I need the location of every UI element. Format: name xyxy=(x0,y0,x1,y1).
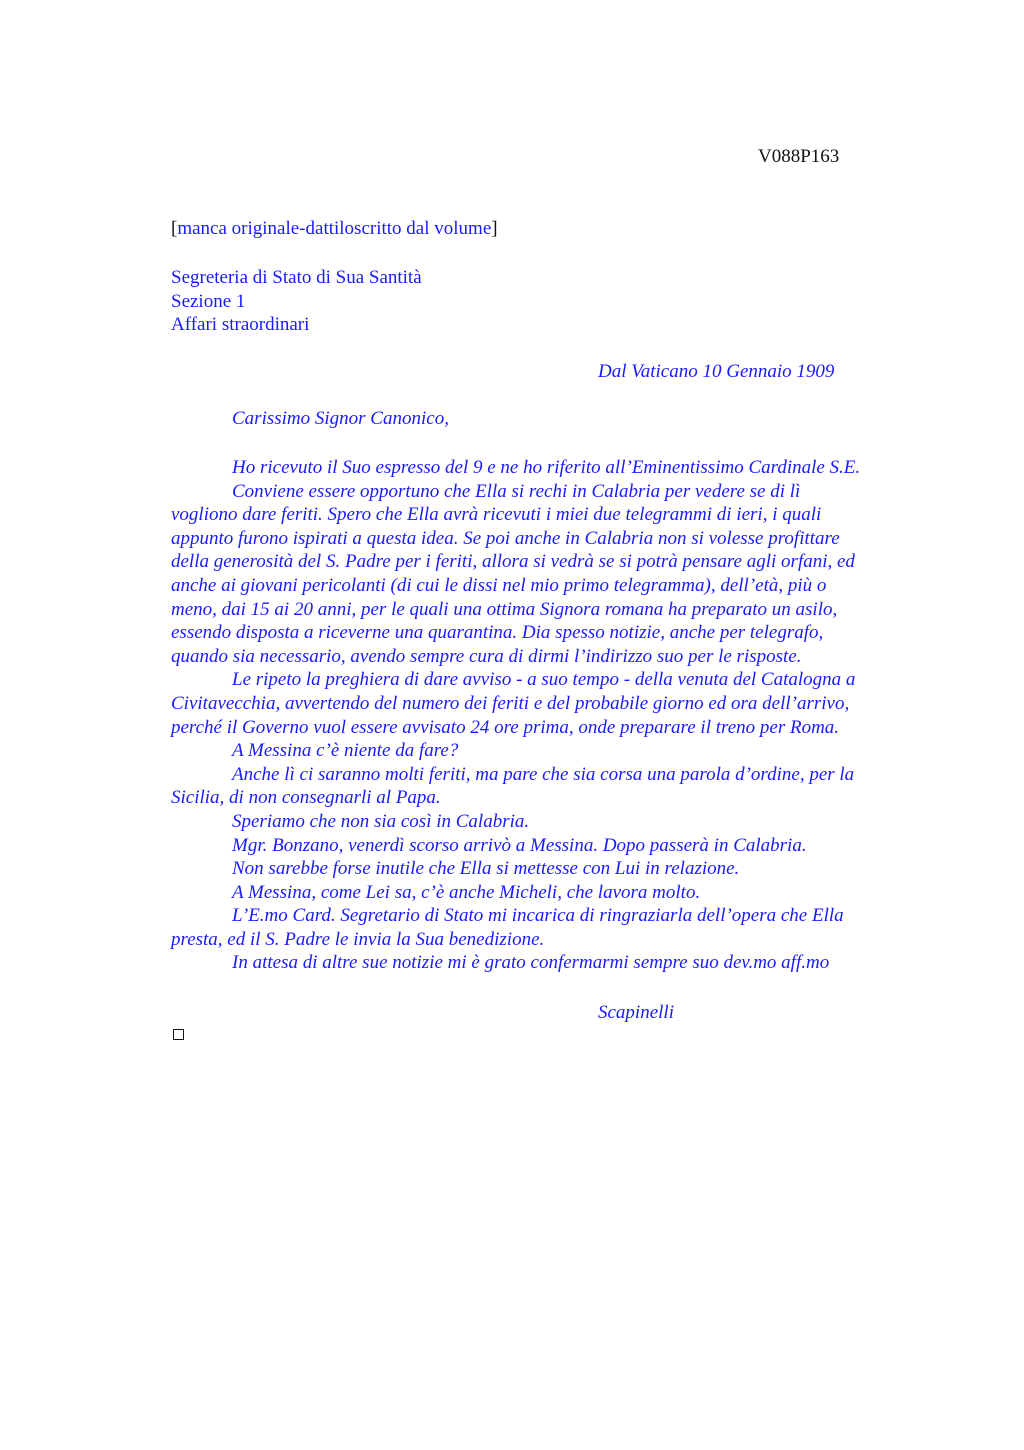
letterhead-line: Sezione 1 xyxy=(171,290,246,312)
letterhead-line: Affari straordinari xyxy=(171,314,310,335)
note-close-bracket: ] xyxy=(491,218,498,239)
letter-body xyxy=(171,456,931,975)
paragraph: A Messina, come Lei sa, c’è anche Micheli, che lavora molto. xyxy=(232,881,701,903)
paragraph: In attesa di altre sue notizie mi è grato confermarmi sempre suo dev.mo aff.mo xyxy=(232,952,830,974)
paragraph: Mgr. Bonzano, venerdì scorso arrivò a Messina. Dopo passerà in Calabria. xyxy=(232,834,807,856)
note-open-bracket: [ xyxy=(171,218,178,239)
paragraph: Non sarebbe forse inutile che Ella si mettesse con Lui in relazione. xyxy=(232,858,740,880)
date-line: Dal Vaticano 10 Gennaio 1909 xyxy=(598,361,835,382)
letterhead-line: Segreteria di Stato di Sua Santità xyxy=(171,267,422,288)
paragraph: Speriamo che non sia così in Calabria. xyxy=(232,810,530,832)
paragraph: Anche lì ci saranno molti feriti, ma pare che sia corsa una parola d’ordine, per la Sicilia, di non consegnarli al Papa. xyxy=(171,763,855,809)
paragraph: Ho ricevuto il Suo espresso del 9 e ne ho riferito all’Eminentissimo Cardinale S.E. xyxy=(232,457,861,478)
source-note xyxy=(171,218,498,240)
salutation: Carissimo Signor Canonico, xyxy=(232,408,449,429)
paragraph: L’E.mo Card. Segretario di Stato mi incarica di ringraziarla dell’opera che Ella presta, ed il S. Padre le invia la Sua benedizione. xyxy=(171,905,844,950)
paragraph: Conviene essere opportuno che Ella si rechi in Calabria per vedere se di lì vogliono dare feriti. Spero che Ella avrà ricevuti i miei due telegrammi di ieri, i quali appunto furono ispirati a questa idea. Se poi anche in Calabria non si volesse profittare della generosità del S. Padre per i feriti, allora si vedrà se si potrà pensare agli orfani, ed anche ai giovani pericolanti (di cui le dissi nel mio primo telegramma), dell’età, più o meno, dai 15 ai 20 anni, per le quali una ottima Signora romana ha preparato un asilo, essendo disposta a riceverne una quarantina. Dia spesso notizie, anche per telegrafo, quando sia necessario, avendo sempre cura di dirmi l’indirizzo suo per le risposte. xyxy=(171,480,855,667)
note-text: manca originale-dattiloscritto dal volume xyxy=(177,218,492,239)
paragraph: A Messina c’è niente da fare? xyxy=(232,740,459,762)
letterhead xyxy=(171,266,422,337)
paragraph: Le ripeto la preghiera di dare avviso - a suo tempo - della venuta del Catalogna a Civitavecchia, avvertendo del numero dei feriti e del probabile giorno ed ora dell’arrivo, perché il Governo vuol essere avvisato 24 ore prima, onde preparare il treno per Roma. xyxy=(171,669,856,738)
reference-code: V088P163 xyxy=(758,146,840,167)
empty-square-icon xyxy=(173,1029,184,1040)
signature: Scapinelli xyxy=(598,1002,674,1023)
